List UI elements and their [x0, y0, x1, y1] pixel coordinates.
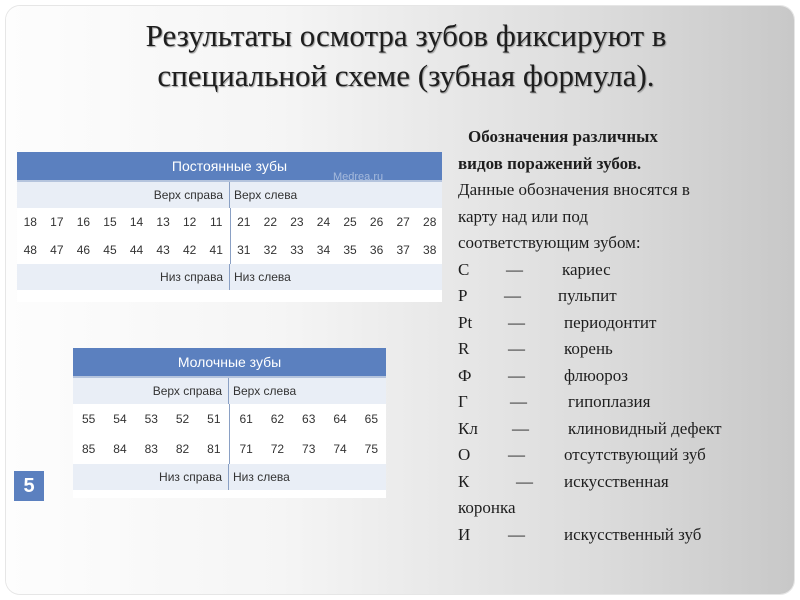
legend-dash: — [516, 471, 533, 491]
milk-lower-labels-row [73, 464, 386, 490]
legend-meaning: отсутствующий зуб [564, 445, 706, 464]
tooth-number: 16 [76, 215, 91, 229]
legend-meaning: кариес [562, 259, 611, 279]
tooth-number: 62 [270, 412, 285, 426]
slide-number-badge: 5 [14, 471, 44, 501]
legend-intro-line-1: Данные обозначения вносятся в [458, 180, 690, 199]
tooth-number: 47 [50, 243, 64, 257]
legend [458, 124, 788, 548]
tooth-number: 15 [103, 215, 117, 229]
title-line-2: специальной схеме (зубная формула). [157, 58, 655, 93]
tooth-number: 22 [263, 215, 278, 229]
lower-left-label: Низ слева [234, 270, 291, 284]
legend-code: К [458, 471, 470, 491]
legend-code: Г [458, 392, 468, 411]
legend-code: Pt [458, 312, 473, 332]
tooth-number: 54 [113, 412, 127, 426]
tooth-number: 11 [209, 215, 223, 229]
legend-meaning: искусственная [564, 471, 669, 491]
legend-code: Кл [458, 418, 478, 438]
legend-dash: — [508, 312, 525, 332]
tooth-number: 71 [229, 434, 261, 464]
tooth-number: 27 [396, 215, 410, 229]
legend-meaning: пульпит [558, 286, 617, 305]
tooth-number: 84 [113, 442, 127, 456]
tooth-number: 52 [175, 412, 190, 426]
legend-code: Р [458, 286, 468, 305]
milk-upper-left-label: Верх слева [233, 384, 297, 398]
legend-item [458, 363, 788, 390]
legend-meaning: флюороз [564, 365, 628, 385]
legend-dash: — [512, 418, 529, 438]
legend-dash: — [508, 339, 525, 358]
upper-right-label: Верх справа [17, 182, 230, 208]
legend-intro-line-3: соответствующим зубом: [458, 233, 641, 252]
tooth-number: 12 [182, 215, 197, 229]
milk-lower-left-label: Низ слева [233, 470, 290, 484]
milk-teeth-header: Молочные зубы [73, 348, 386, 378]
tooth-number: 43 [156, 243, 170, 257]
tooth-number: 32 [263, 243, 278, 257]
legend-heading-line-2: видов поражений зубов. [458, 153, 642, 173]
tooth-number: 35 [343, 243, 357, 257]
tooth-number: 74 [333, 442, 347, 456]
legend-meaning: клиновидный дефект [568, 418, 722, 438]
upper-left-label: Верх слева [234, 188, 298, 202]
tooth-number: 72 [270, 442, 285, 456]
milk-teeth-table [73, 348, 386, 498]
tooth-number: 61 [229, 404, 261, 434]
watermark: Medrea.ru [333, 171, 384, 183]
tooth-number: 28 [423, 215, 437, 229]
legend-heading-line-1: Обозначения различных [468, 127, 658, 146]
legend-item [458, 442, 788, 469]
tooth-number: 18 [23, 215, 37, 229]
legend-item [458, 336, 788, 363]
legend-item [458, 310, 788, 337]
legend-meaning: корень [564, 339, 613, 358]
legend-item [458, 495, 788, 522]
legend-items [458, 257, 788, 549]
tooth-number: 36 [369, 243, 384, 257]
permanent-lower-teeth-row [17, 236, 442, 264]
legend-meaning: коронка [458, 498, 516, 517]
legend-dash: — [508, 445, 525, 464]
permanent-upper-teeth-row [17, 208, 442, 236]
tooth-number: 42 [182, 243, 197, 257]
legend-meaning: искусственный зуб [564, 524, 702, 544]
tooth-number: 85 [81, 442, 96, 456]
tooth-number: 55 [81, 412, 96, 426]
tooth-number: 23 [290, 215, 304, 229]
tooth-number: 21 [230, 208, 258, 236]
legend-dash: — [506, 259, 523, 279]
milk-upper-teeth-row [73, 404, 386, 434]
permanent-teeth-header: Постоянные зубы [17, 152, 442, 182]
tooth-number: 46 [76, 243, 91, 257]
tooth-number: 81 [207, 442, 221, 456]
legend-dash: — [510, 392, 527, 411]
legend-dash: — [508, 524, 525, 544]
permanent-upper-labels-row [17, 182, 442, 208]
milk-lower-right-label: Низ справа [73, 464, 229, 490]
tooth-number: 14 [129, 215, 144, 229]
tooth-number: 17 [50, 215, 64, 229]
tooth-number: 34 [316, 243, 331, 257]
tooth-number: 75 [364, 442, 378, 456]
tooth-number: 37 [396, 243, 410, 257]
legend-item [458, 283, 788, 310]
tooth-number: 44 [129, 243, 144, 257]
tooth-number: 45 [103, 243, 117, 257]
tooth-number: 26 [369, 215, 384, 229]
tooth-number: 65 [364, 412, 378, 426]
lower-right-label: Низ справа [17, 264, 230, 290]
tooth-number: 64 [333, 412, 347, 426]
tooth-number: 51 [207, 412, 221, 426]
tooth-number: 63 [302, 412, 316, 426]
legend-item [458, 389, 788, 416]
permanent-lower-labels-row [17, 264, 442, 290]
tooth-number: 38 [423, 243, 437, 257]
tooth-number: 83 [144, 442, 158, 456]
tooth-number: 24 [316, 215, 331, 229]
title-line-1: Результаты осмотра зубов фиксируют в [145, 18, 667, 53]
tooth-number: 31 [230, 236, 258, 264]
tooth-number: 41 [209, 243, 223, 257]
milk-upper-right-label: Верх справа [73, 378, 229, 404]
tooth-number: 82 [175, 442, 190, 456]
legend-code: R [458, 339, 470, 358]
legend-intro-line-2: карту над или под [458, 206, 589, 226]
legend-item [458, 416, 788, 443]
milk-lower-teeth-row [73, 434, 386, 464]
tooth-number: 13 [156, 215, 170, 229]
legend-dash: — [504, 286, 521, 305]
legend-meaning: периодонтит [564, 312, 657, 332]
legend-dash: — [508, 365, 525, 385]
tooth-number: 48 [23, 243, 37, 257]
legend-code: Ф [458, 365, 472, 385]
legend-code: О [458, 445, 471, 464]
legend-item [458, 522, 788, 549]
slide-title [26, 16, 786, 96]
tooth-number: 53 [144, 412, 158, 426]
tooth-number: 33 [290, 243, 304, 257]
tooth-number: 73 [302, 442, 316, 456]
tooth-number: 25 [343, 215, 357, 229]
legend-meaning: гипоплазия [568, 392, 651, 411]
legend-code: И [458, 524, 471, 544]
milk-upper-labels-row [73, 378, 386, 404]
legend-item [458, 257, 788, 284]
legend-code: С [458, 259, 470, 279]
legend-item [458, 469, 788, 496]
